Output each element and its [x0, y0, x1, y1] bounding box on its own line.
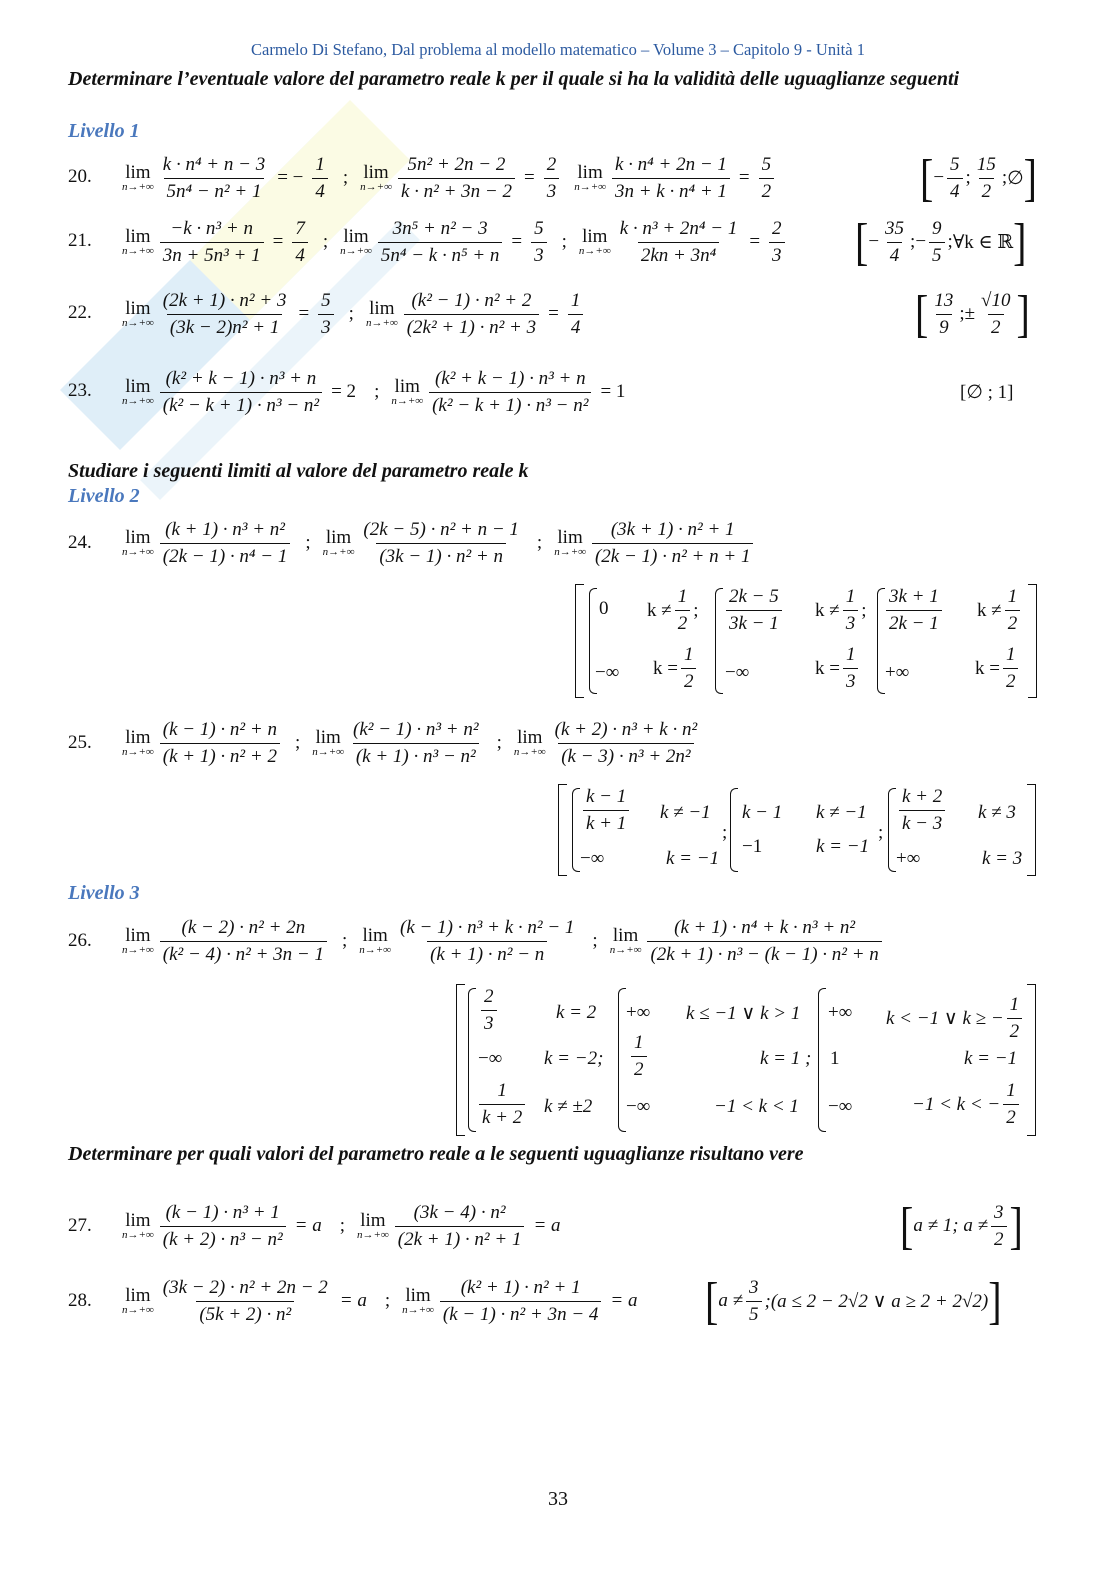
exercise-number: 23.: [68, 380, 92, 401]
exercise-24: lim n→+∞ $\frac{\text{(k + 1) · n³ + n²}}{\text{(2k − 1) · n⁴ − 1}}$ ; lim n→+∞ $\frac{\text{(2k − 5) · n² + n − 1}}{\text{(3k − 1) · n² + n}}$ ; lim n→+∞ $\frac{\text{(3k + 1) · n² + 1}}{\text{(2k − 1) · n² + n + 1}}$: [122, 513, 756, 573]
answer-23: [∅ ; 1]: [960, 381, 1014, 403]
exercise-number: 20.: [68, 166, 92, 187]
exercise-25: lim n→+∞ $\frac{\text{(k − 1) · n² + n}}{\text{(k + 1) · n² + 2}}$ ; lim n→+∞ $\frac{\text{(k² − 1) · n³ + n²}}{\text{(k + 1) · n³ − n²}}$ ; lim n→+∞ $\frac{\text{(k + 2) · n³ + k · n²}}{\text{(k − 3) · n³ + 2n²}}$: [122, 718, 698, 767]
level-1-heading: Livello 1: [68, 120, 140, 142]
exercise-number: 22.: [68, 302, 92, 323]
exercise-27: lim n→+∞ $\frac{\text{(k − 1) · n³ + 1}}{\text{(k + 2) · n³ − n²}}$ = a ; lim n→+∞ $\frac{\text{(3k − 4) · n²}}{\text{(2k + 1) · n² + 1}}$ = a: [122, 1201, 561, 1250]
exercise-23: lim n→+∞ $\frac{\text{(k² + k − 1) · n³ + n}}{\text{(k² − k + 1) · n³ − n²}}$ = 2 ; lim n→+∞ $\frac{\text{(k² + k − 1) · n³ + n}}{\text{(k² − k + 1) · n³ − n²}}$ = 1: [122, 367, 626, 416]
answer-24: 0 k ≠ $\frac{1}{2}$ ; −∞ k = $\frac{1}{2}$ $\frac{2k - 5}{3k - 1}$ k ≠ $\frac{1}{3}$ ; −∞ k = $\frac{1}{3}$ $\frac{3k + 1}{2k - 1}$ k ≠ $\frac{1}{2}$ +∞ k = $\frac{1}{2}$: [575, 584, 1037, 698]
instruction-3: Determinare per quali valori del parametro reale a le seguenti uguaglianze risultano vere: [68, 1143, 804, 1165]
answer-21: [ − $\frac{35}{4}$ ;− $\frac{9}{5}$ ; ∀k ∈ ℝ ]: [855, 212, 1027, 271]
exercise-number: 28.: [68, 1290, 92, 1311]
answer-22: [ $\frac{13}{9}$ ;± $\frac{√10}{2}$ ]: [915, 284, 1030, 343]
exercise-28: lim n→+∞ $\frac{\text{(3k − 2) · n² + 2n − 2}}{\text{(5k + 2) · n²}}$ = a ; lim n→+∞ $\frac{\text{(k² + 1) · n² + 1}}{\text{(k − 1) · n² + 3n − 4}}$ = a: [122, 1276, 638, 1325]
exercise-number: 21.: [68, 230, 92, 251]
level-2-heading: Livello 2: [68, 485, 140, 507]
exercise-number: 26.: [68, 930, 92, 951]
exercise-22: lim n→+∞ $\frac{\text{(2k + 1) · n² + 3}}{\text{(3k − 2)n² + 1}}$ = $\frac{5}{3}$ ; lim n→+∞ $\frac{\text{(k² − 1) · n² + 2}}{\text{(2k² + 1) · n² + 3}}$ = $\frac{1}{4}$: [122, 284, 586, 344]
answer-28: [ a ≠ $\frac{3}{5}$ ;(a ≤ 2 − 2√2 ∨ a ≥ 2 + 2√2) ]: [705, 1271, 1002, 1330]
answer-26: $\frac{2}{3}$ k = 2 −∞ k = −2; $\frac{1}{k + 2}$ k ≠ ±2 +∞ k ≤ −1 ∨ k > 1 $\frac{1}{2}$ k = 1 ; −∞ −1 < k < 1 +∞ k < −1 ∨ k ≥ − $\frac{1}{2}$ 1 k = −1 −∞ −1 < k < − $\frac{1}{2}$: [456, 984, 1036, 1136]
exercise-26: lim n→+∞ $\frac{\text{(k − 2) · n² + 2n}}{\text{(k² − 4) · n² + 3n − 1}}$ ; lim n→+∞ $\frac{\text{(k − 1) · n³ + k · n² − 1}}{\text{(k + 1) · n² − n}}$ ; lim n→+∞ $\frac{\text{(k + 1) · n⁴ + k · n³ + n²}}{\text{(2k + 1) · n³ − (k − 1) · n² + n}}$: [122, 911, 885, 971]
exercise-20: lim n→+∞ $\frac{\text{k · n⁴ + n − 3}}{\text{5n⁴ − n² + 1}}$ = − $\frac{1}{4}$ ; lim n→+∞ $\frac{\text{5n² + 2n − 2}}{\text{k · n² + 3n − 2}}$ = $\frac{2}{3}$ lim n→+∞ $\frac{\text{k · n⁴ + 2n − 1}}{\text{3n + k · n⁴ + 1}}$ = $\frac{5}{2}$: [122, 148, 777, 208]
exercise-number: 27.: [68, 1215, 92, 1236]
answer-20: [ − $\frac{5}{4}$ ; $\frac{15}{2}$ ; ∅ ]: [920, 148, 1037, 207]
answer-25: $\frac{k - 1}{k + 1}$ k ≠ −1 −∞ k = −1 ; k − 1 k ≠ −1 −1 k = −1 ; $\frac{k + 2}{k - 3}$ k ≠ 3 +∞ k = 3: [558, 784, 1036, 876]
instruction-2: Studiare i seguenti limiti al valore del parametro reale k: [68, 460, 529, 482]
exercise-number: 24.: [68, 532, 92, 553]
page-number: 33: [548, 1488, 568, 1510]
level-3-heading: Livello 3: [68, 882, 140, 904]
running-header: Carmelo Di Stefano, Dal problema al modello matematico – Volume 3 – Capitolo 9 - Unità 1: [251, 40, 865, 59]
answer-27: [ a ≠ 1; a ≠ $\frac{3}{2}$ ]: [900, 1196, 1023, 1255]
instruction-1: Determinare l’eventuale valore del parametro reale k per il quale si ha la validità delle uguaglianze seguenti: [68, 68, 960, 90]
exercise-21: lim n→+∞ $\frac{\text{−k · n³ + n}}{\text{3n + 5n³ + 1}}$ = $\frac{7}{4}$ ; lim n→+∞ $\frac{\text{3n⁵ + n² − 3}}{\text{5n⁴ − k · n⁵ + n}}$ = $\frac{5}{3}$ ; lim n→+∞ $\frac{\text{k · n³ + 2n⁴ − 1}}{\text{2kn + 3n⁴}}$ = $\frac{2}{3}$: [122, 212, 788, 272]
exercise-number: 25.: [68, 732, 92, 753]
